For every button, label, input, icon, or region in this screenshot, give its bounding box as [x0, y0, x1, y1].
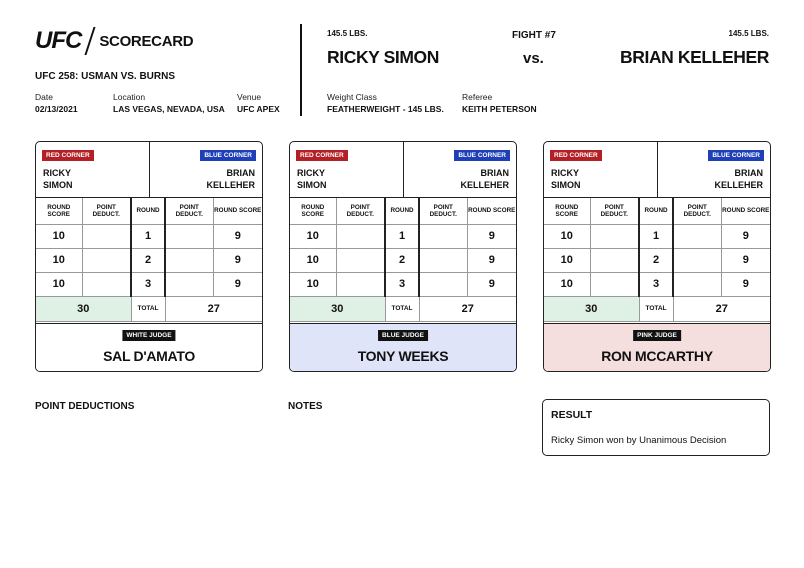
- blue-point-deduction: [673, 248, 721, 272]
- blue-corner-fighter: [460, 167, 509, 191]
- round-row: [290, 224, 516, 248]
- red-point-deduction: [336, 272, 385, 296]
- round-header: ROUND: [639, 198, 673, 224]
- blue-total: 27: [419, 296, 516, 321]
- blue-point-deduction: [673, 224, 721, 248]
- blue-point-deduction: [419, 248, 467, 272]
- round-score-header: ROUND SCORE: [544, 198, 590, 224]
- round-row: [36, 224, 262, 248]
- red-round-score: 10: [36, 248, 82, 272]
- red-round-score: 10: [290, 224, 336, 248]
- red-fighter-weight: 145.5 LBS.: [327, 29, 368, 38]
- round-number: 2: [385, 248, 419, 272]
- blue-fighter-last-name: KELLEHER: [206, 180, 255, 190]
- judge-area: [36, 323, 262, 372]
- round-number: 1: [131, 224, 165, 248]
- red-fighter-first-name: RICKY: [43, 168, 72, 178]
- round-number: 2: [131, 248, 165, 272]
- blue-fighter-weight: 145.5 LBS.: [728, 29, 769, 38]
- score-table: [544, 198, 770, 322]
- judge-name: SAL D'AMATO: [103, 348, 195, 364]
- score-table: [36, 198, 262, 322]
- round-row: [36, 248, 262, 272]
- judge-badge: BLUE JUDGE: [378, 330, 428, 341]
- referee-value: KEITH PETERSON: [462, 104, 537, 114]
- round-row: [290, 272, 516, 296]
- round-score-header: ROUND SCORE: [721, 198, 770, 224]
- red-point-deduction: [590, 272, 639, 296]
- blue-corner-badge: BLUE CORNER: [708, 150, 764, 161]
- vs-label: vs.: [523, 50, 544, 67]
- logo-divider: [85, 27, 96, 55]
- round-number: 3: [385, 272, 419, 296]
- blue-corner-badge: BLUE CORNER: [200, 150, 256, 161]
- blue-round-score: 9: [721, 248, 770, 272]
- red-point-deduction: [82, 224, 131, 248]
- judge-name: RON MCCARTHY: [601, 348, 713, 364]
- red-total: 30: [290, 296, 385, 321]
- round-row: [544, 272, 770, 296]
- card-fighters: [544, 142, 770, 198]
- red-point-deduction: [590, 248, 639, 272]
- blue-corner-badge: BLUE CORNER: [454, 150, 510, 161]
- blue-round-score: 9: [721, 224, 770, 248]
- red-total: 30: [544, 296, 639, 321]
- blue-fighter-last-name: KELLEHER: [460, 180, 509, 190]
- judge-area: [290, 323, 516, 372]
- location-label: Location: [113, 92, 146, 102]
- red-round-score: 10: [544, 248, 590, 272]
- point-deduct-header: POINT DEDUCT.: [590, 198, 639, 224]
- ufc-logo: UFC: [35, 27, 82, 54]
- location-value: LAS VEGAS, NEVADA, USA: [113, 104, 225, 114]
- blue-fighter-first-name: BRIAN: [480, 168, 509, 178]
- point-deduct-header: POINT DEDUCT.: [673, 198, 721, 224]
- red-point-deduction: [82, 248, 131, 272]
- score-table-header: [36, 198, 262, 224]
- judge-scorecard: [35, 141, 263, 372]
- red-corner-fighter: [43, 167, 73, 191]
- result-title: RESULT: [551, 409, 593, 421]
- red-round-score: 10: [544, 224, 590, 248]
- result-text: Ricky Simon won by Unanimous Decision: [551, 435, 727, 446]
- blue-corner-fighter: [206, 167, 255, 191]
- result-box: [542, 399, 770, 456]
- blue-fighter-last-name: KELLEHER: [714, 180, 763, 190]
- blue-point-deduction: [673, 272, 721, 296]
- fight-number: FIGHT #7: [512, 30, 556, 41]
- logo-title: SCORECARD: [99, 32, 194, 50]
- card-fighters: [290, 142, 516, 198]
- red-corner-fighter: [551, 167, 581, 191]
- total-row: [290, 296, 516, 321]
- blue-fighter-name: BRIAN KELLEHER: [620, 47, 769, 67]
- card-divider: [149, 142, 150, 198]
- weight-class-value: FEATHERWEIGHT - 145 LBS.: [327, 104, 444, 114]
- red-fighter-name: RICKY SIMON: [327, 47, 439, 67]
- total-row: [36, 296, 262, 321]
- round-number: 2: [639, 248, 673, 272]
- event-name: UFC 258: USMAN VS. BURNS: [35, 71, 176, 82]
- judge-scorecard: [543, 141, 771, 372]
- blue-point-deduction: [419, 224, 467, 248]
- blue-point-deduction: [165, 224, 213, 248]
- total-label: TOTAL: [639, 296, 673, 321]
- blue-round-score: 9: [467, 224, 516, 248]
- round-number: 3: [131, 272, 165, 296]
- red-fighter-last-name: SIMON: [297, 180, 327, 190]
- red-point-deduction: [82, 272, 131, 296]
- red-fighter-last-name: SIMON: [43, 180, 73, 190]
- card-divider: [403, 142, 404, 198]
- red-round-score: 10: [544, 272, 590, 296]
- red-corner-badge: RED CORNER: [296, 150, 348, 161]
- blue-round-score: 9: [721, 272, 770, 296]
- notes-title: NOTES: [288, 401, 323, 412]
- red-fighter-last-name: SIMON: [551, 180, 581, 190]
- blue-point-deduction: [419, 272, 467, 296]
- header-divider: [300, 24, 302, 116]
- venue-label: Venue: [237, 92, 262, 102]
- red-round-score: 10: [36, 272, 82, 296]
- round-number: 1: [639, 224, 673, 248]
- red-round-score: 10: [290, 248, 336, 272]
- referee-label: Referee: [462, 92, 493, 102]
- round-score-header: ROUND SCORE: [36, 198, 82, 224]
- weight-class-label: Weight Class: [327, 92, 377, 102]
- point-deduct-header: POINT DEDUCT.: [336, 198, 385, 224]
- score-table: [290, 198, 516, 322]
- card-fighters: [36, 142, 262, 198]
- point-deduct-header: POINT DEDUCT.: [419, 198, 467, 224]
- red-point-deduction: [336, 224, 385, 248]
- blue-round-score: 9: [213, 272, 262, 296]
- red-point-deduction: [336, 248, 385, 272]
- round-score-header: ROUND SCORE: [290, 198, 336, 224]
- total-label: TOTAL: [385, 296, 419, 321]
- blue-round-score: 9: [467, 272, 516, 296]
- total-row: [544, 296, 770, 321]
- round-header: ROUND: [385, 198, 419, 224]
- blue-total: 27: [673, 296, 770, 321]
- red-round-score: 10: [36, 224, 82, 248]
- blue-fighter-first-name: BRIAN: [226, 168, 255, 178]
- round-score-header: ROUND SCORE: [213, 198, 262, 224]
- round-row: [290, 248, 516, 272]
- round-row: [36, 272, 262, 296]
- score-table-header: [544, 198, 770, 224]
- judge-name: TONY WEEKS: [357, 348, 449, 364]
- score-table-header: [290, 198, 516, 224]
- ufc-scorecard-logo: [35, 26, 193, 56]
- blue-round-score: 9: [213, 248, 262, 272]
- blue-round-score: 9: [467, 248, 516, 272]
- blue-total: 27: [165, 296, 262, 321]
- blue-point-deduction: [165, 248, 213, 272]
- round-number: 3: [639, 272, 673, 296]
- red-corner-fighter: [297, 167, 327, 191]
- round-score-header: ROUND SCORE: [467, 198, 516, 224]
- judge-badge: WHITE JUDGE: [122, 330, 175, 341]
- point-deductions-title: POINT DEDUCTIONS: [35, 401, 135, 412]
- date-value: 02/13/2021: [35, 104, 78, 114]
- card-divider: [657, 142, 658, 198]
- point-deduct-header: POINT DEDUCT.: [165, 198, 213, 224]
- blue-round-score: 9: [213, 224, 262, 248]
- judge-area: [544, 323, 770, 372]
- point-deduct-header: POINT DEDUCT.: [82, 198, 131, 224]
- red-corner-badge: RED CORNER: [550, 150, 602, 161]
- judge-scorecard: [289, 141, 517, 372]
- blue-fighter-first-name: BRIAN: [734, 168, 763, 178]
- blue-point-deduction: [165, 272, 213, 296]
- red-point-deduction: [590, 224, 639, 248]
- total-label: TOTAL: [131, 296, 165, 321]
- blue-corner-fighter: [714, 167, 763, 191]
- judge-badge: PINK JUDGE: [633, 330, 681, 341]
- round-number: 1: [385, 224, 419, 248]
- red-total: 30: [36, 296, 131, 321]
- venue-value: UFC APEX: [237, 104, 280, 114]
- round-row: [544, 248, 770, 272]
- red-corner-badge: RED CORNER: [42, 150, 94, 161]
- red-fighter-first-name: RICKY: [297, 168, 326, 178]
- red-round-score: 10: [290, 272, 336, 296]
- round-header: ROUND: [131, 198, 165, 224]
- red-fighter-first-name: RICKY: [551, 168, 580, 178]
- round-row: [544, 224, 770, 248]
- date-label: Date: [35, 92, 53, 102]
